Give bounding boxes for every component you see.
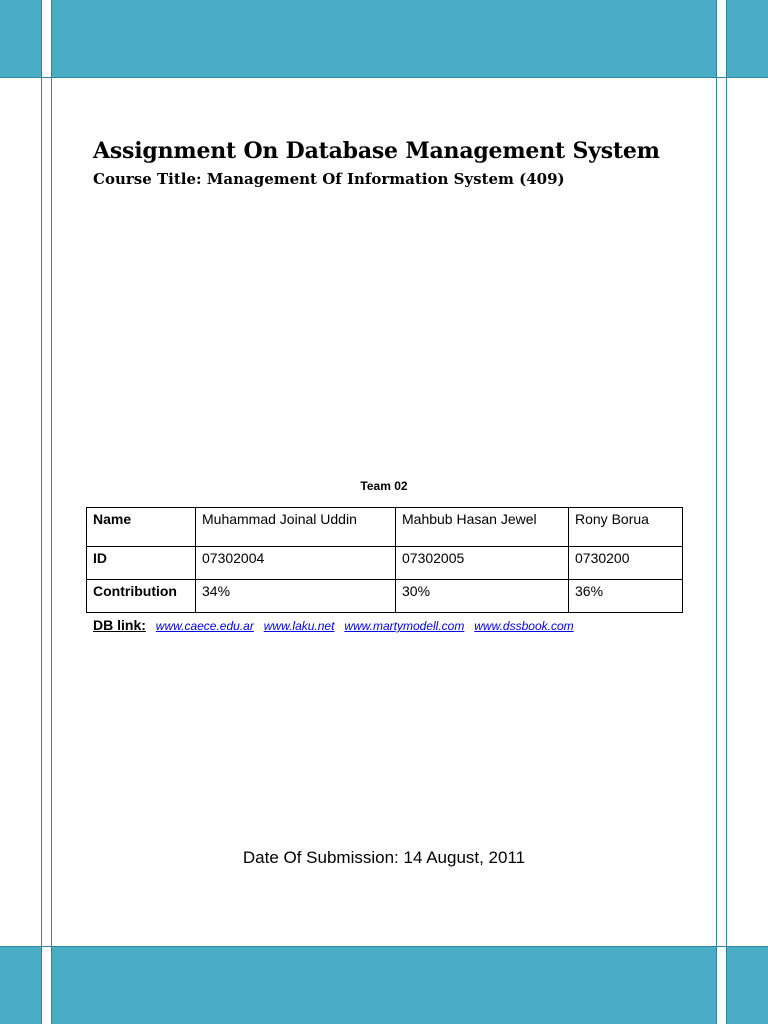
border-rule bbox=[716, 0, 717, 1024]
db-link-dssbook[interactable]: www.dssbook.com bbox=[474, 619, 574, 633]
table-row bbox=[87, 580, 683, 613]
table-row bbox=[87, 547, 683, 580]
row-label-contribution: Contribution bbox=[87, 580, 196, 613]
members-table bbox=[86, 507, 683, 613]
db-link-martymodell[interactable]: www.martymodell.com bbox=[344, 619, 465, 633]
document-title: Assignment On Database Management System bbox=[93, 138, 660, 164]
db-link-caece[interactable]: www.caece.edu.ar bbox=[155, 619, 254, 633]
footer-band-right bbox=[726, 946, 768, 1024]
team-label: Team 02 bbox=[360, 479, 408, 493]
member-id: 0730200 bbox=[569, 547, 683, 580]
db-link-line bbox=[93, 617, 580, 633]
member-name: Muhammad Joinal Uddin bbox=[196, 508, 396, 547]
row-label-name: Name bbox=[87, 508, 196, 547]
footer-band-left bbox=[0, 946, 42, 1024]
footer-band bbox=[51, 946, 717, 1024]
member-name: Mahbub Hasan Jewel bbox=[396, 508, 569, 547]
member-name: Rony Borua bbox=[569, 508, 683, 547]
border-rule bbox=[41, 0, 42, 1024]
table-row bbox=[87, 508, 683, 547]
member-id: 07302005 bbox=[396, 547, 569, 580]
header-band-left bbox=[0, 0, 42, 77]
course-title: Course Title: Management Of Information System (409) bbox=[93, 170, 565, 188]
border-rule bbox=[726, 0, 727, 1024]
member-contribution: 36% bbox=[569, 580, 683, 613]
header-band-right bbox=[726, 0, 768, 77]
border-rule bbox=[0, 946, 768, 947]
member-contribution: 30% bbox=[396, 580, 569, 613]
header-band bbox=[51, 0, 717, 77]
border-rule bbox=[51, 0, 52, 1024]
row-label-id: ID bbox=[87, 547, 196, 580]
member-id: 07302004 bbox=[196, 547, 396, 580]
db-link-laku[interactable]: www.laku.net bbox=[263, 619, 335, 633]
border-rule bbox=[0, 77, 768, 78]
db-link-label: DB link: bbox=[93, 617, 146, 633]
submission-date: Date Of Submission: 14 August, 2011 bbox=[242, 848, 526, 867]
member-contribution: 34% bbox=[196, 580, 396, 613]
